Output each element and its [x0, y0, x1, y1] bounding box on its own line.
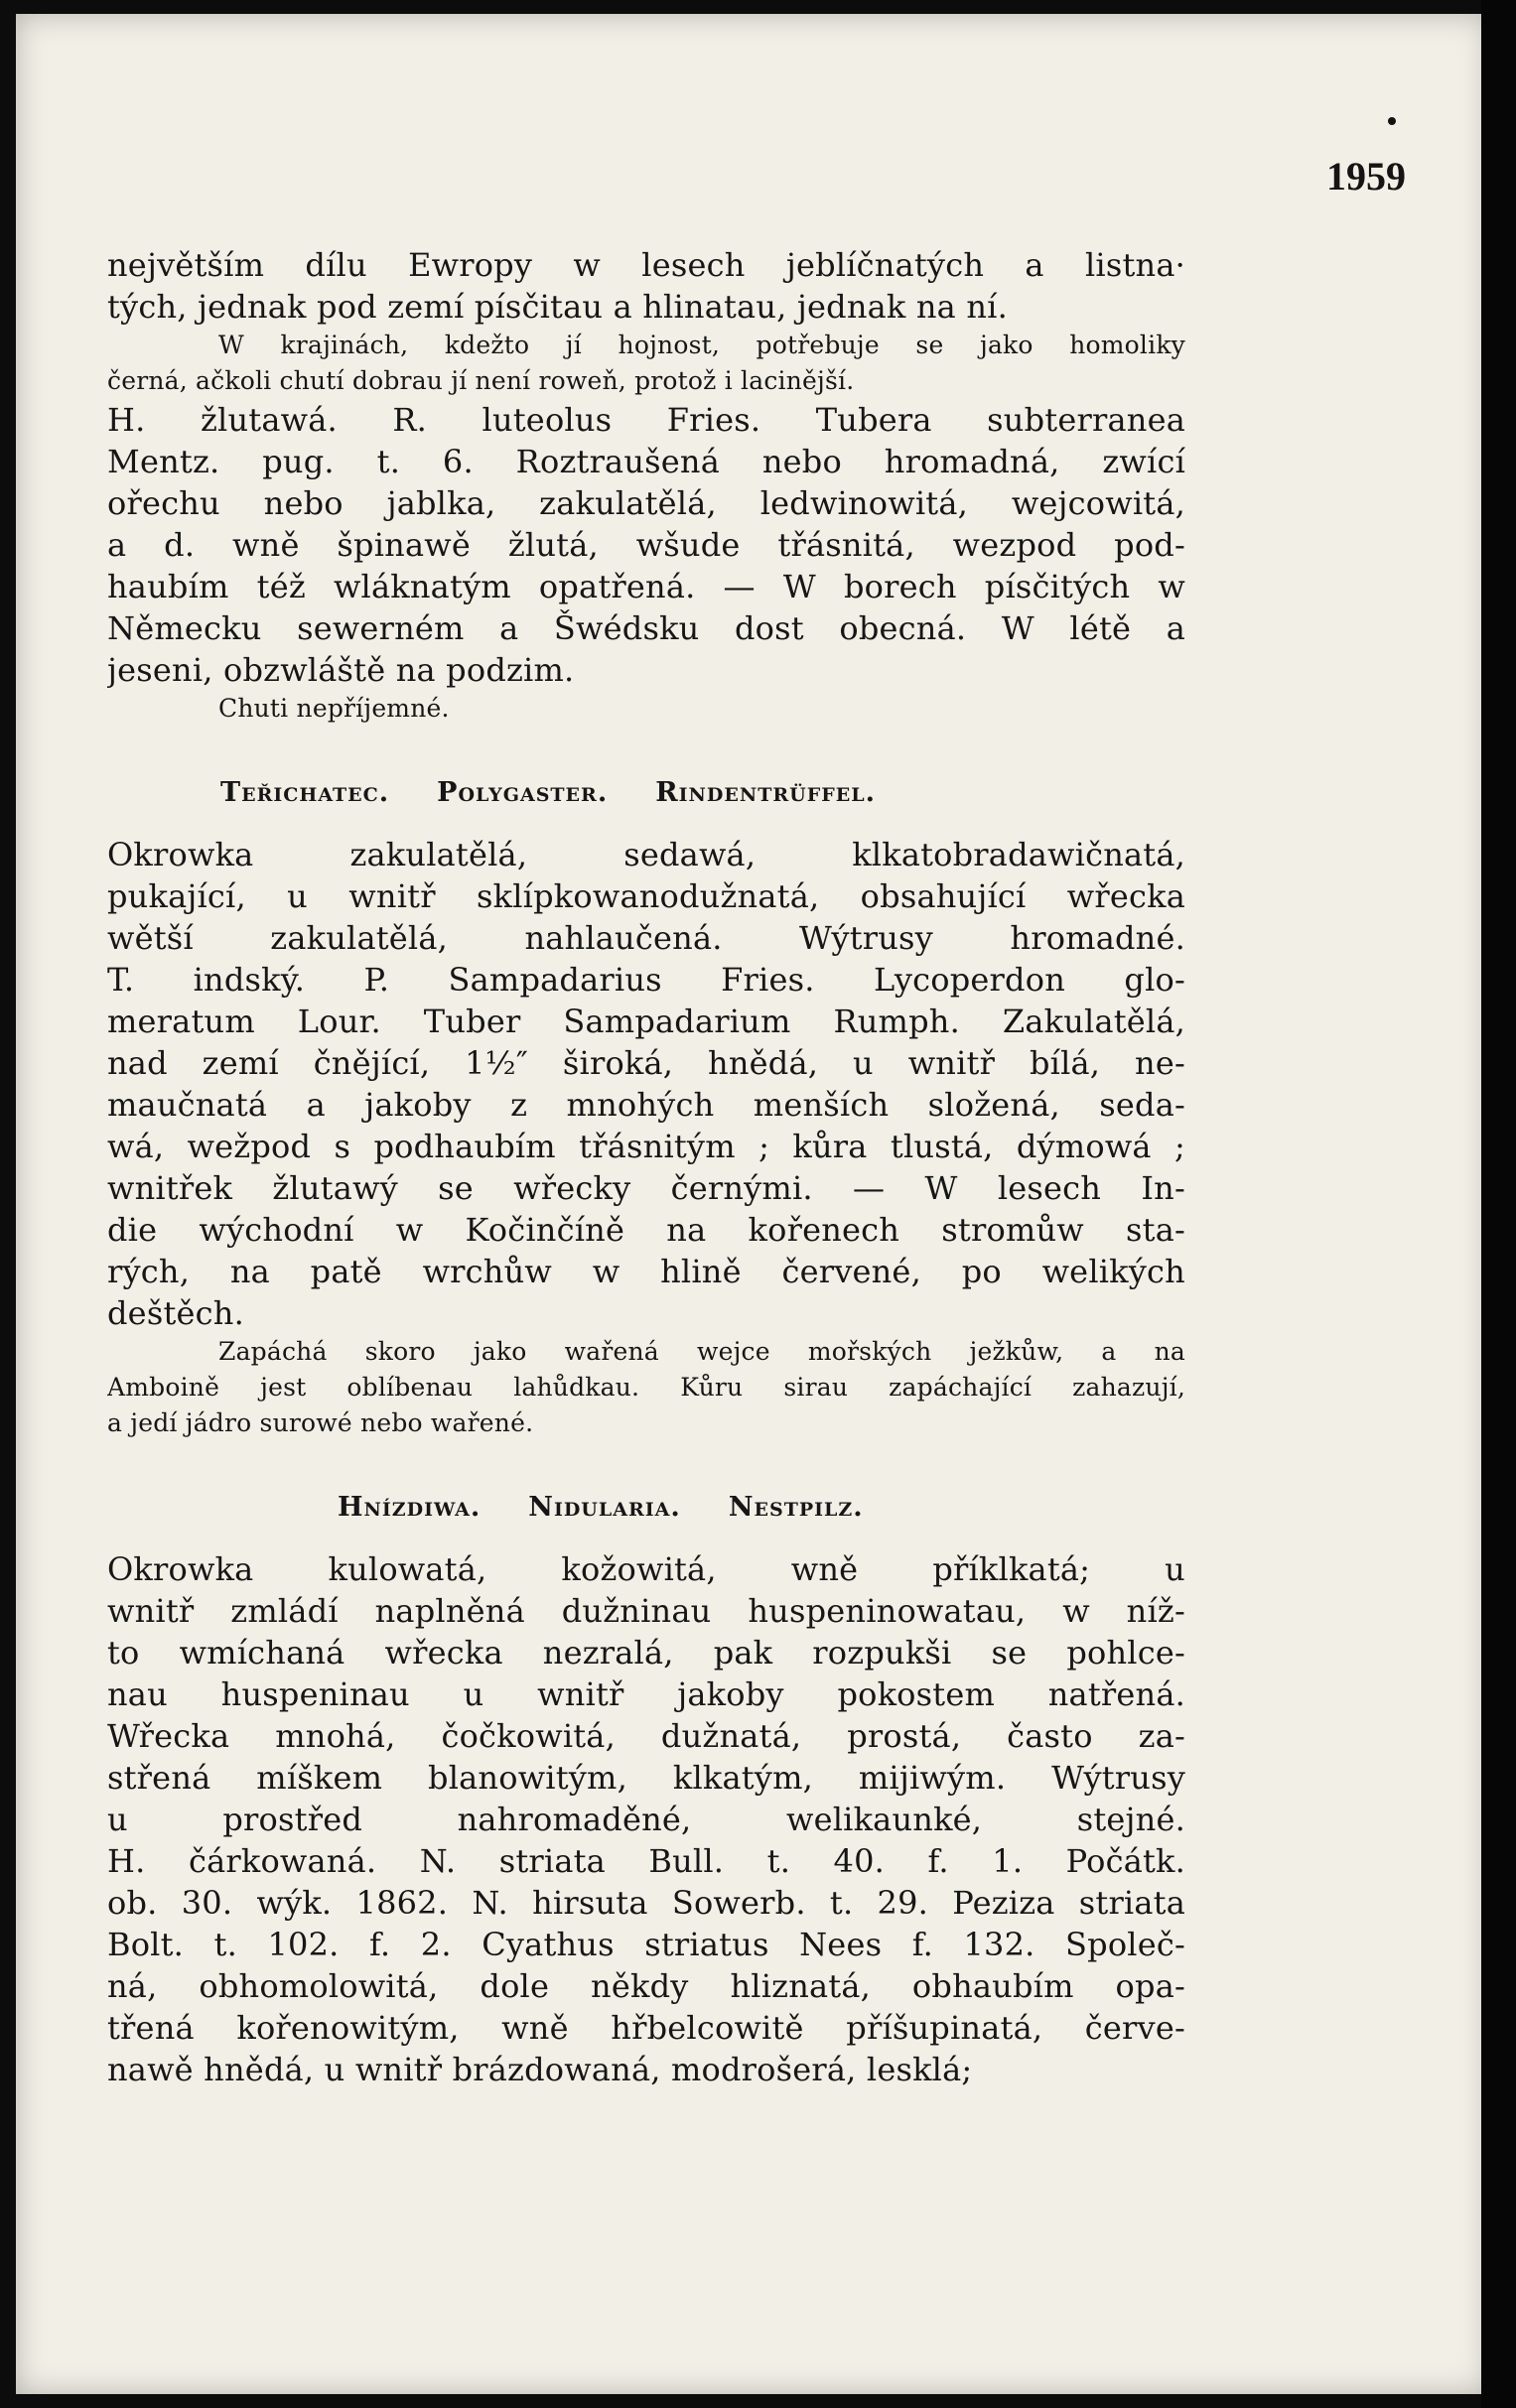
heading-part: Nestpilz.	[728, 1492, 864, 1523]
text-line: H. žlutawá. R. luteolus Fries. Tubera subterranea	[107, 401, 1185, 439]
text-line: Mentz. pug. t. 6. Roztraušená nebo hromadná, zwící	[107, 443, 1185, 480]
spacer	[107, 816, 1185, 834]
page-text	[107, 244, 1185, 2090]
text-line: Německu sewerném a Šwédsku dost obecná. W létě a	[107, 609, 1185, 647]
text-line: nau huspeninau u wnitř jakoby pokostem natřená.	[107, 1675, 1185, 1713]
spacer	[107, 1441, 1185, 1485]
note-line: Chuti nepříjemné.	[218, 694, 450, 723]
text-line: Okrowka kulowatá, kožowitá, wně příklkatá; u	[107, 1550, 1185, 1588]
note-line: W krajinách, kdežto jí hojnost, potřebuje se jako homoliky	[218, 331, 1185, 359]
spacer	[107, 727, 1185, 770]
text-line: střená míškem blanowitým, klkatým, mijiwým. Wýtrusy	[107, 1759, 1185, 1797]
heading-part: Rindentrüffel.	[655, 777, 876, 808]
note-line: Zapáchá skoro jako wařená wejce mořských ježkůw, a na	[218, 1337, 1185, 1366]
text-line: nad zemí čnějící, 1½″ široká, hnědá, u wnitř bílá, ne-	[107, 1044, 1185, 1082]
note-line: Amboině jest oblíbenau lahůdkau. Kůru sirau zapáchající zahazují,	[107, 1373, 1185, 1402]
text-line: Bolt. t. 102. f. 2. Cyathus striatus Nees f. 132. Společ-	[107, 1926, 1185, 1963]
heading-part: Hnízdiwa.	[338, 1492, 482, 1523]
text-line: ořechu nebo jablka, zakulatělá, ledwinowitá, wejcowitá,	[107, 484, 1185, 522]
text-line: největším dílu Ewropy w lesech jeblíčnatých a listna·	[107, 246, 1185, 284]
text-line: nawě hnědá, u wnitř brázdowaná, modrošerá, lesklá;	[107, 2051, 973, 2088]
text-line: a d. wně špinawě žlutá, wšude třásnitá, wezpod pod-	[107, 526, 1185, 564]
note-line: černá, ačkoli chutí dobrau jí není roweň, protož i lacinější.	[107, 366, 855, 395]
text-line: tých, jednak pod zemí písčitau a hlinatau, jednak na ní.	[107, 288, 1008, 326]
spacer	[107, 1531, 1185, 1548]
text-line: Wřecka mnohá, čočkowitá, dužnatá, prostá, často za-	[107, 1717, 1185, 1755]
text-line: meratum Lour. Tuber Sampadarium Rumph. Zakulatělá,	[107, 1003, 1185, 1040]
text-line: rých, na patě wrchůw w hlině červené, po welikých	[107, 1253, 1185, 1290]
text-line: ná, obhomolowitá, dole někdy hliznatá, obhaubím opa-	[107, 1967, 1185, 2005]
text-line: Okrowka zakulatělá, sedawá, klkatobradawičnatá,	[107, 836, 1185, 873]
scan-border	[1481, 0, 1516, 2408]
section-heading	[107, 1485, 1185, 1531]
text-line: wětší zakulatělá, nahlaučená. Wýtrusy hromadné.	[107, 919, 1185, 957]
heading-part: Polygaster.	[437, 777, 609, 808]
text-line: ob. 30. wýk. 1862. N. hirsuta Sowerb. t. 29. Peziza striata	[107, 1884, 1185, 1922]
note-line: a jedí jádro surowé nebo wařené.	[107, 1408, 534, 1437]
text-line: deštěch.	[107, 1294, 244, 1332]
text-line: třená kořenowitým, wně hřbelcowitě příšupinatá, červe-	[107, 2009, 1185, 2047]
text-line: T. indský. P. Sampadarius Fries. Lycoperdon glo-	[107, 961, 1185, 999]
text-line: H. čárkowaná. N. striata Bull. t. 40. f. 1. Počátk.	[107, 1842, 1185, 1880]
text-line: wá, wežpod s podhaubím třásnitým ; kůra tlustá, dýmowá ;	[107, 1128, 1185, 1165]
text-line: pukající, u wnitř sklípkowanodužnatá, obsahující wřecka	[107, 877, 1185, 915]
section-heading	[107, 770, 1185, 816]
text-line: u prostřed nahromaděné, welikaunké, stejné.	[107, 1801, 1185, 1838]
text-line: die wýchodní w Kočinčíně na kořenech stromůw sta-	[107, 1211, 1185, 1249]
text-line: to wmíchaná wřecka nezralá, pak rozpukši se pohlce-	[107, 1634, 1185, 1672]
book-page	[16, 14, 1489, 2394]
scan-speck	[1388, 117, 1396, 125]
text-line: jeseni, obzwláště na podzim.	[107, 651, 575, 689]
text-line: haubím též wláknatým opatřená. — W borech písčitých w	[107, 568, 1185, 605]
heading-part: Teřichatec.	[220, 777, 390, 808]
text-line: wnitřek žlutawý se wřecky černými. — W lesech In-	[107, 1169, 1185, 1207]
page-number: 1959	[1326, 154, 1406, 199]
text-line: maučnatá a jakoby z mnohých menších složená, seda-	[107, 1086, 1185, 1124]
heading-part: Nidularia.	[528, 1492, 681, 1523]
text-line: wnitř zmládí naplněná dužninau huspeninowatau, w níž-	[107, 1592, 1185, 1630]
